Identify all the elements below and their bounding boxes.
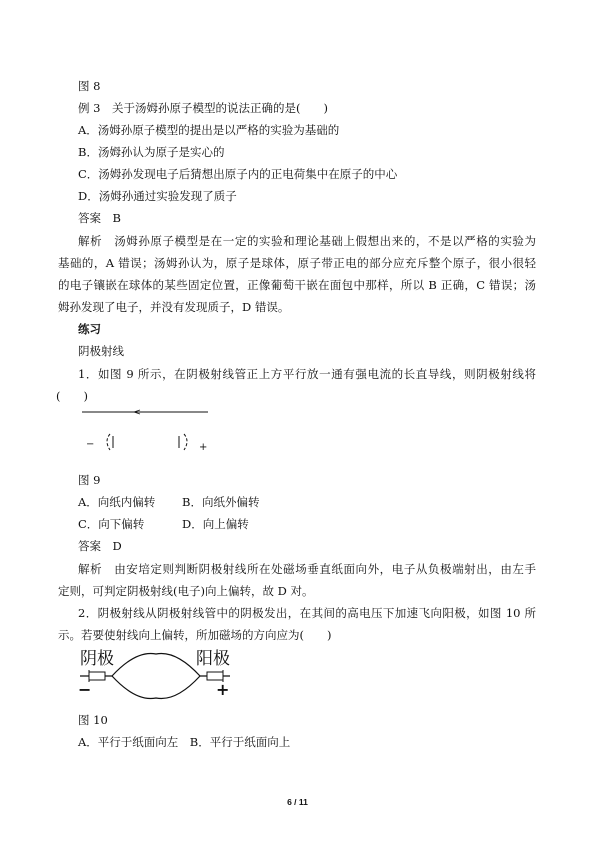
q1-analysis-line-1: 解析 由安培定则判断阴极射线所在处磁场垂直纸面向外，电子从负极端射出，由左手 (78, 562, 536, 576)
figure-caption-9: 图 9 (78, 473, 101, 487)
q1-text-line-2: ( ) (56, 389, 88, 403)
analysis-line-4: 姆孙发现了电子，并没有发现质子，D 错误。 (58, 300, 290, 314)
practice-heading: 练习 (78, 322, 101, 336)
q2-options-line: A．平行于纸面向左 B．平行于纸面向上 (78, 735, 291, 749)
analysis-line-2: 基础的，A 错误；汤姆孙认为，原子是球体，原子带正电的部分应充斥整个原子，很小很轻 (58, 256, 536, 270)
answer: 答案 B (78, 211, 121, 225)
figure-caption-8: 图 8 (78, 79, 101, 93)
q1-option-c: C．向下偏转 (78, 517, 145, 531)
option-c: C．汤姆孙发现电子后猜想出原子内的正电荷集中在原子的中心 (78, 167, 398, 181)
page-number: 6 / 11 (287, 797, 308, 807)
q2-text-line-2: 示。若要使射线向上偏转，所加磁场的方向应为( ) (58, 628, 332, 642)
plus-sign: + (199, 442, 208, 453)
cathode-electrode (89, 672, 105, 680)
analysis-line-3: 的电子镶嵌在球体的某些固定位置，正像葡萄干嵌在面包中那样，所以 B 正确，C 错误；汤 (58, 278, 536, 292)
option-a: A．汤姆孙原子模型的提出是以严格的实验为基础的 (78, 123, 340, 137)
cathode-bracket (107, 434, 110, 450)
analysis-line-1: 解析 汤姆孙原子模型是在一定的实验和理论基础上假想出来的，不是以严格的实验为 (78, 234, 536, 248)
figure-caption-10: 图 10 (78, 713, 108, 727)
q1-answer: 答案 D (78, 539, 122, 553)
minus-sign: − (86, 439, 95, 450)
anode-label: 阳极 (196, 649, 230, 669)
tube-outline (112, 653, 200, 698)
option-d: D．汤姆孙通过实验发现了质子 (78, 189, 237, 203)
q1-text-line-1: 1．如图 9 所示，在阴极射线管正上方平行放一通有强电流的长直导线，则阴极射线将 (78, 367, 536, 381)
q1-analysis-line-2: 定则，可判定阴极射线(电子)向上偏转，故 D 对。 (58, 584, 314, 598)
q1-option-d: D．向上偏转 (182, 517, 249, 531)
plus-terminal: + (216, 680, 230, 699)
q2-text-line-1: 2．阴极射线从阴极射线管中的阴极发出，在其间的高电压下加速飞向阳极，如图 10 所 (78, 606, 536, 620)
q1-option-a: A．向纸内偏转 (78, 495, 156, 509)
q1-option-b: B．向纸外偏转 (182, 495, 260, 509)
cathode-label: 阴极 (80, 649, 114, 669)
practice-subheading: 阴极射线 (78, 344, 124, 358)
option-b: B．汤姆孙认为原子是实心的 (78, 145, 225, 159)
minus-terminal: − (78, 680, 92, 699)
example-question: 例 3 关于汤姆孙原子模型的说法正确的是( ) (78, 101, 328, 115)
anode-bracket (184, 434, 187, 450)
anode-electrode (207, 672, 223, 680)
